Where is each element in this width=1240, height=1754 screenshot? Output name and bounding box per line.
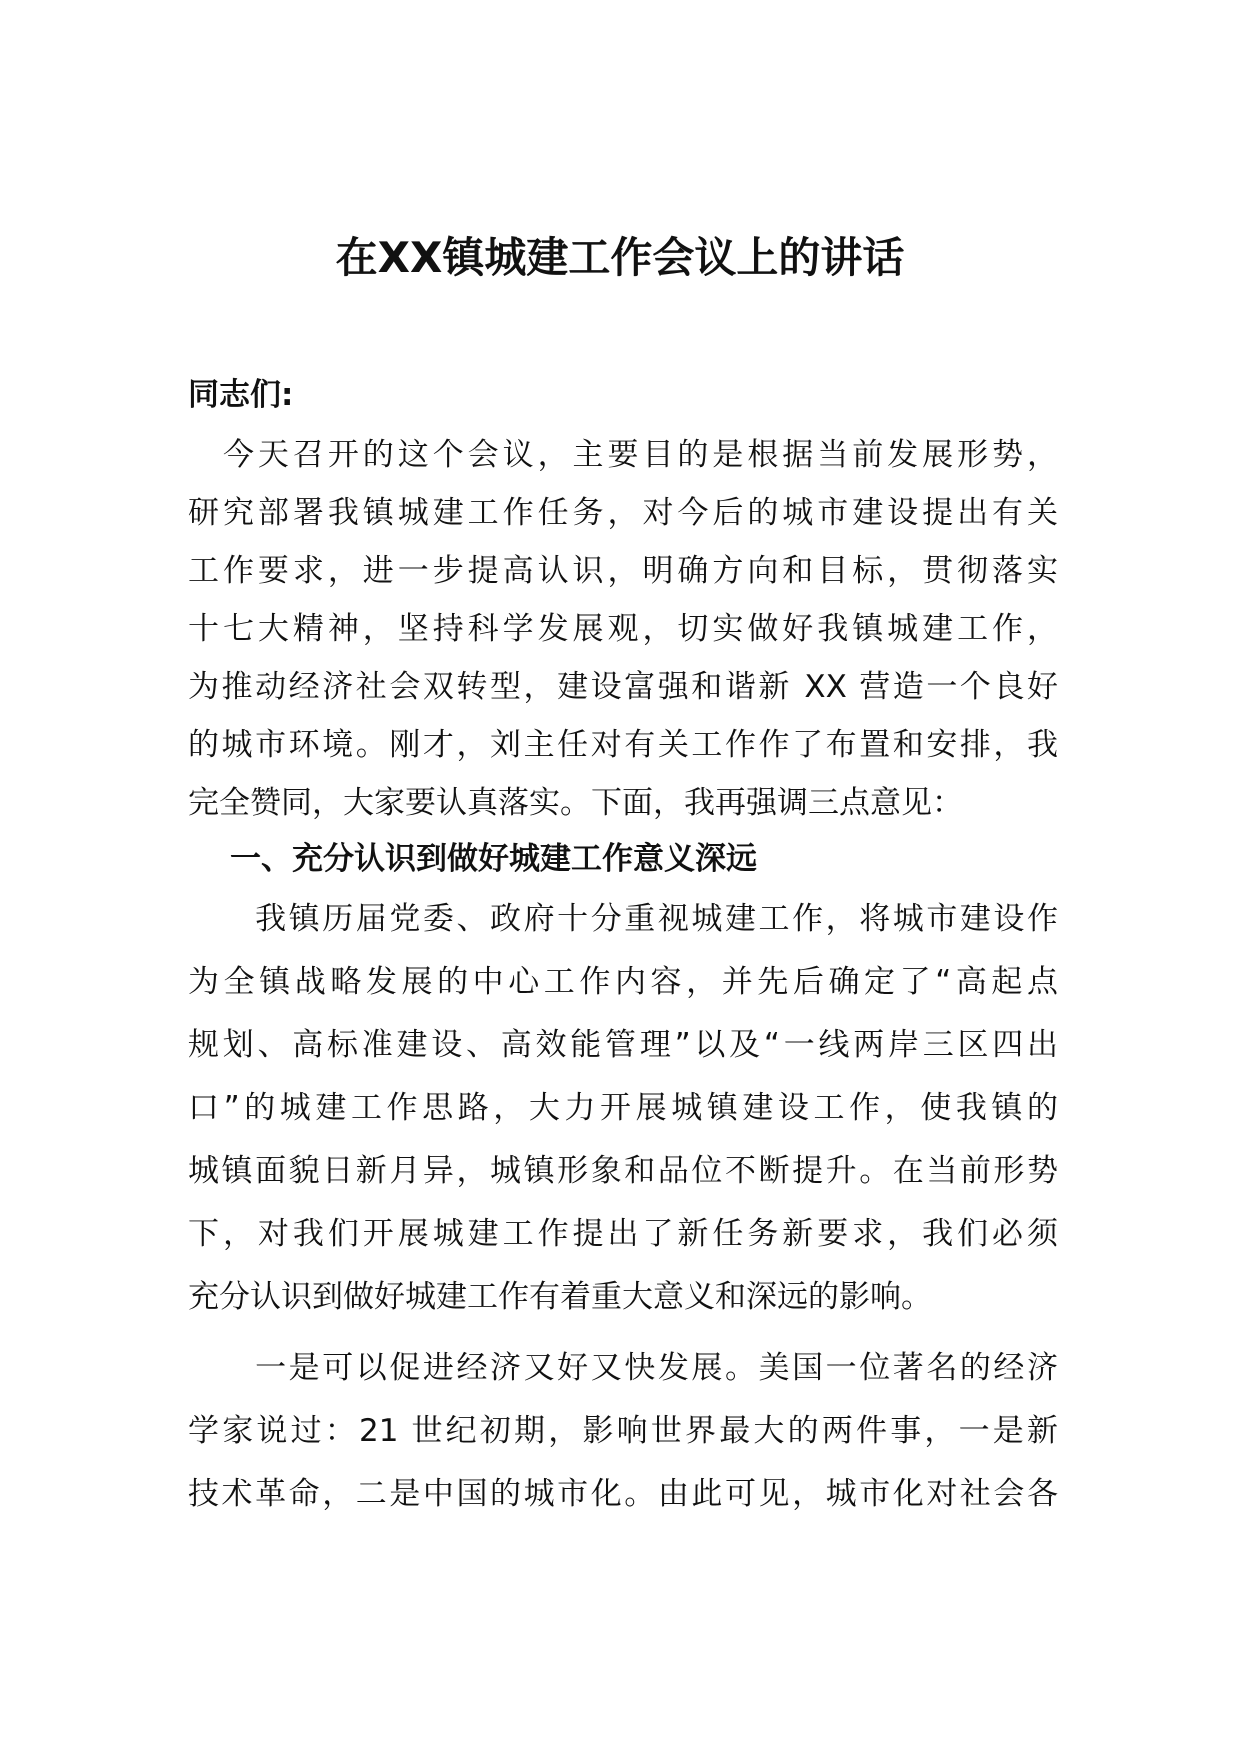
salutation: 同志们: [188,377,294,413]
document-title: 在XX镇城建工作会议上的讲话 [335,233,905,282]
section1-line: 一是可以促进经济又好又快发展。美国一位著名的经济 [188,1350,1058,1386]
section1-line: 技术革命，二是中国的城市化。由此可见，城市化对社会各 [188,1476,1058,1512]
intro-line: 为推动经济社会双转型，建设富强和谐新 XX 营造一个良好 [188,669,1058,705]
section1-line: 口”的城建工作思路，大力开展城镇建设工作，使我镇的 [188,1090,1058,1126]
section1-line: 规划、高标准建设、高效能管理”以及“一线两岸三区四出 [188,1027,1058,1063]
section1-line: 下，对我们开展城建工作提出了新任务新要求，我们必须 [188,1216,1058,1252]
section1-line: 充分认识到做好城建工作有着重大意义和深远的影响。 [188,1279,932,1315]
intro-line: 十七大精神，坚持科学发展观，切实做好我镇城建工作， [188,611,1058,647]
intro-line: 研究部署我镇城建工作任务，对今后的城市建设提出有关 [188,495,1058,531]
intro-line: 完全赞同，大家要认真落实。下面，我再强调三点意见： [188,785,963,821]
section1-line: 城镇面貌日新月异，城镇形象和品位不断提升。在当前形势 [188,1153,1058,1189]
section1-line: 我镇历届党委、政府十分重视城建工作，将城市建设作 [188,901,1058,937]
section1-line: 为全镇战略发展的中心工作内容，并先后确定了“高起点 [188,964,1058,1000]
section1-line: 学家说过：21 世纪初期，影响世界最大的两件事，一是新 [188,1413,1058,1449]
intro-line: 工作要求，进一步提高认识，明确方向和目标，贯彻落实 [188,553,1058,589]
intro-line: 的城市环境。刚才，刘主任对有关工作作了布置和安排，我 [188,727,1058,763]
intro-line: 今天召开的这个会议，主要目的是根据当前发展形势， [188,437,1058,473]
section-heading: 一、充分认识到做好城建工作意义深远 [230,841,757,877]
